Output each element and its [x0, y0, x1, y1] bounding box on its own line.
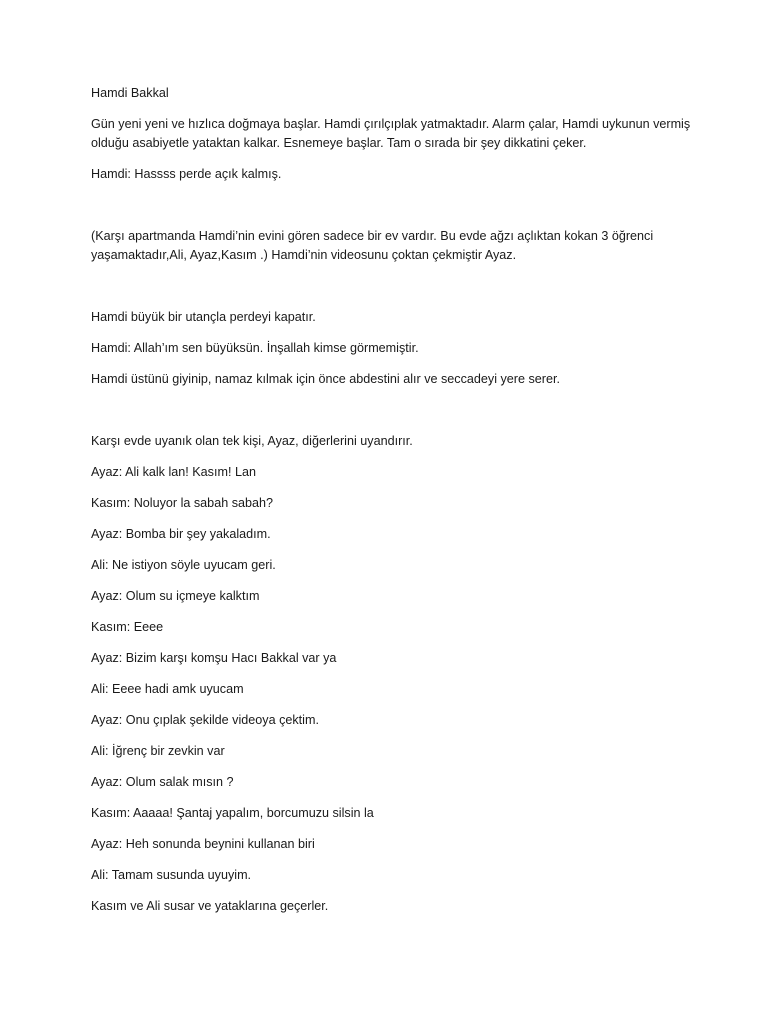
dialogue-line: Kasım: Noluyor la sabah sabah?: [91, 496, 274, 510]
dialogue-line: Ayaz: Heh sonunda beynini kullanan biri: [91, 837, 315, 851]
document-title: Hamdi Bakkal: [91, 86, 169, 100]
dialogue-line: Ayaz: Bomba bir şey yakaladım.: [91, 527, 271, 541]
paragraph: Gün yeni yeni ve hızlıca doğmaya başlar. Hamdi çırılçıplak yatmaktadır. Alarm çalar, Hamdi uykunun vermiş olduğu asabiyetle yataktan kalkar. Esnemeye başlar. Tam o sırada bir şey dikkatini çeker.: [91, 117, 691, 150]
paragraph: Hamdi büyük bir utançla perdeyi kapatır.: [91, 310, 316, 324]
dialogue-line: Ali: Ne istiyon söyle uyucam geri.: [91, 558, 276, 572]
dialogue-line: Ayaz: Onu çıplak şekilde videoya çektim.: [91, 713, 319, 727]
dialogue-line: Ayaz: Ali kalk lan! Kasım! Lan: [91, 465, 256, 479]
document-body: [91, 84, 691, 928]
dialogue-line: Ayaz: Olum su içmeye kalktım: [91, 589, 260, 603]
paragraph: Karşı evde uyanık olan tek kişi, Ayaz, diğerlerini uyandırır.: [91, 434, 413, 448]
dialogue-line: Ali: Tamam susunda uyuyim.: [91, 868, 252, 882]
dialogue-line: Kasım: Eeee: [91, 620, 164, 634]
paragraph: Hamdi üstünü giyinip, namaz kılmak için önce abdestini alır ve seccadeyi yere serer.: [91, 372, 560, 386]
paragraph: (Karşı apartmanda Hamdi’nin evini gören sadece bir ev vardır. Bu evde ağzı açlıktan kokan 3 öğrenci yaşamaktadır,Ali, Ayaz,Kasım .) Hamdi’nin videosunu çoktan çekmiştir Ayaz.: [91, 229, 654, 262]
dialogue-line: Kasım: Aaaaa! Şantaj yapalım, borcumuzu silsin la: [91, 806, 374, 820]
dialogue-line: Ali: Eeee hadi amk uyucam: [91, 682, 244, 696]
dialogue-line: Hamdi: Hassss perde açık kalmış.: [91, 167, 282, 181]
dialogue-line: Hamdi: Allah’ım sen büyüksün. İnşallah kimse görmemiştir.: [91, 341, 419, 355]
dialogue-line: Ayaz: Olum salak mısın ?: [91, 775, 234, 789]
dialogue-line: Ayaz: Bizim karşı komşu Hacı Bakkal var ya: [91, 651, 337, 665]
dialogue-line: Ali: İğrenç bir zevkin var: [91, 744, 225, 758]
paragraph: Kasım ve Ali susar ve yataklarına geçerler.: [91, 899, 329, 913]
